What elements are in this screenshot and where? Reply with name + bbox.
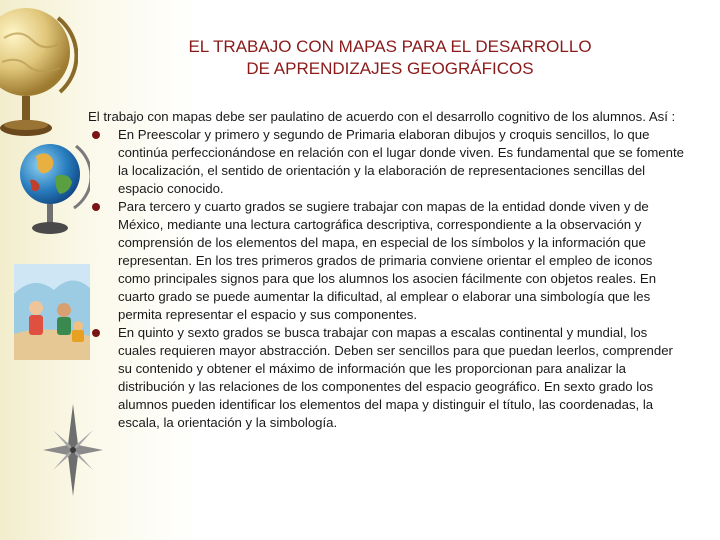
bullet-preescolar [88, 126, 688, 198]
globe-on-stand-icon [0, 0, 78, 150]
bullet-list [88, 126, 688, 432]
slide-body [88, 108, 688, 432]
bullet-dot [92, 203, 100, 211]
bullet-text: Para tercero y cuarto grados se sugiere trabajar con mapas de la entidad donde viven y de México, mediante una lectura cartográfica descriptiva, correspondiente a la observación y comprensión de los elementos del mapa, en especial de los símbolos y la información que representan. En los tres primeros grados de primaria conviene orientar el empleo de iconos como principales signos para que los alumnos los asocien fácilmente con objetos reales. En cuarto grado se puede aumentar la dificultad, al emplear o elaborar una simbología que les permita representar el espacio y sus componentes. [118, 199, 657, 322]
bullet-dot [92, 329, 100, 337]
globe-icon [16, 132, 90, 242]
bullet-text: En Preescolar y primero y segundo de Primaria elaboran dibujos y croquis sencillos, lo que continúa perfeccionándose en relación con el lugar donde viven. Es fundamental que se fomente la localización, el sentido de orientación y la elaboración de representaciones sencillas del espacio conocido. [118, 127, 684, 196]
bullet-text: En quinto y sexto grados se busca trabajar con mapas a escalas continental y mundial, los cuales requieren mayor abstracción. Deben ser sencillos para que puedan leerlos, comprender su contenido y obtener el máximo de información que les proporcionan para analizar la distribución y las relaciones de los componentes del espacio geográfico. En sexto grado los alumnos pueden identificar los elementos del mapa y distinguir el título, las coordenadas, la escala, la orientación y la simbología. [118, 325, 673, 430]
title-line-1: EL TRABAJO CON MAPAS PARA EL DESARROLLO [188, 37, 592, 56]
intro-paragraph: El trabajo con mapas debe ser paulatino de acuerdo con el desarrollo cognitivo de los alumnos. Así : [88, 109, 676, 124]
bullet-quinto-sexto [88, 324, 688, 432]
children-illustration [14, 264, 90, 360]
slide-title [110, 36, 670, 80]
bullet-tercero-cuarto [88, 198, 688, 324]
bullet-dot [92, 131, 100, 139]
title-line-2: DE APRENDIZAJES GEOGRÁFICOS [246, 59, 534, 78]
